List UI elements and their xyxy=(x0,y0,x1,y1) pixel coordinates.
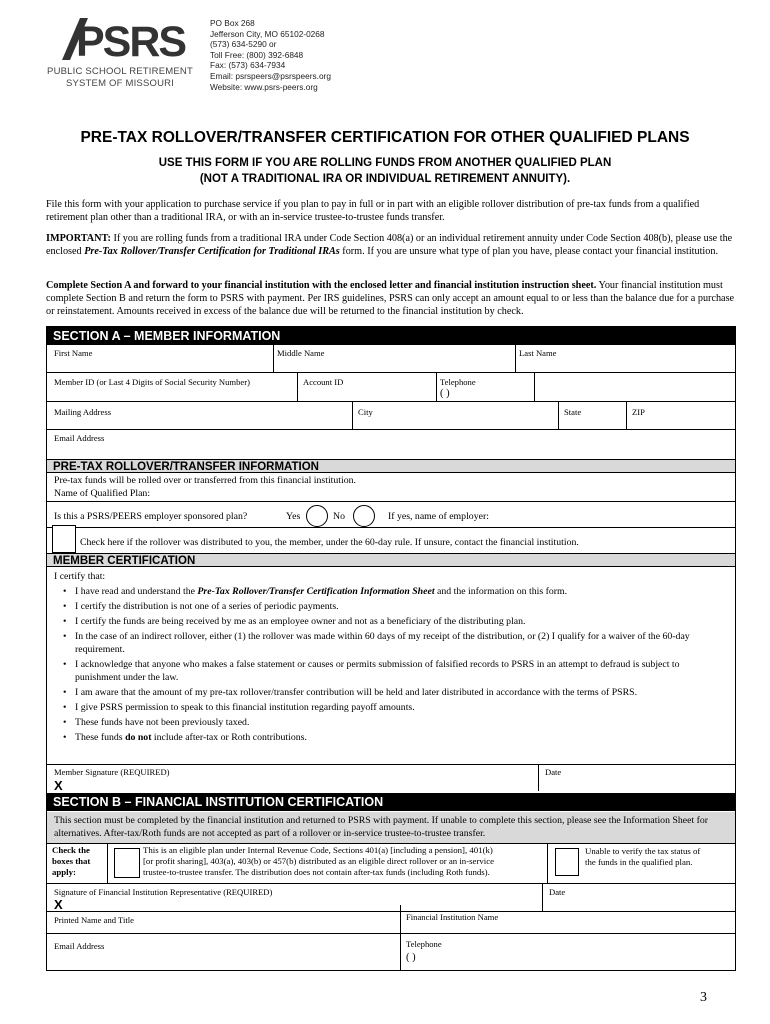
address-line: Toll Free: (800) 392-6848 xyxy=(210,49,304,60)
unable-to-verify-checkbox[interactable] xyxy=(555,848,579,876)
fi-telephone-label: Telephone xyxy=(406,939,442,949)
member-signature-field[interactable] xyxy=(47,765,538,791)
instructions-paragraph: Complete Section A and forward to your financial institution with the enclosed letter and financial institution instruction sheet. Your financial institution must complete Section B and return the form to PSRS with payment. Per IRS guidelines, PSRS can only accept an amount equal to or less than the balance due for a purchase or reinstatement. Amounts received in excess of the balance due will be returned to the financial institution by check. xyxy=(46,280,735,318)
address-line: Jefferson City, MO 65102-0268 xyxy=(210,28,325,39)
telephone-paren: ( ) xyxy=(440,388,450,399)
logo-subtitle-line-2: SYSTEM OF MISSOURI xyxy=(65,78,175,89)
zip-field[interactable] xyxy=(627,402,735,429)
institution-name-label: Financial Institution Name xyxy=(406,912,499,922)
section-a-heading: SECTION A – MEMBER INFORMATION xyxy=(47,327,735,345)
middle-name-field[interactable] xyxy=(274,345,515,372)
first-name-field[interactable] xyxy=(47,345,273,372)
telephone-label: Telephone xyxy=(440,377,476,387)
no-label: No xyxy=(333,511,345,522)
no-radio[interactable] xyxy=(353,505,375,527)
state-field[interactable] xyxy=(559,402,626,429)
yes-radio[interactable] xyxy=(306,505,328,527)
important-paragraph: IMPORTANT: If you are rolling funds from a traditional IRA under Code Section 408(a) or an individual retirement annuity under Code Section 408(b), please use the enclosed Pre-Tax Rollover/Transfer Certification for Traditional IRAs form. If you are unsure what type of plan you have, please contact your financial institution. xyxy=(46,233,733,258)
member-date-label: Date xyxy=(545,767,562,777)
fi-telephone-paren: ( ) xyxy=(406,952,416,963)
list-item: • I acknowledge that anyone who makes a false statement or causes or permits submission of falsified records to PSRS in an attempt to defraud is subject to punishment under the law. xyxy=(75,658,723,684)
form-subtitle-line-1: USE THIS FORM IF YOU ARE ROLLING FUNDS FROM ANOTHER QUALIFIED PLAN xyxy=(158,157,612,169)
mailing-address-label: Mailing Address xyxy=(54,407,112,417)
email-label: Email Address xyxy=(54,433,105,443)
fi-email-field[interactable] xyxy=(47,934,400,970)
member-signature-x: X xyxy=(54,778,63,793)
certification-list xyxy=(61,585,727,744)
section-b-intro: This section must be completed by the financial institution and returned to PSRS with payment. If unable to complete this section, please see the Information Sheet for alternatives. After-tax/Roth funds are not accepted as part of a rollover or in-service trustee-to-trustee transfer. xyxy=(54,815,709,839)
list-item: • These funds have not been previously taxed. xyxy=(75,716,735,729)
logo-subtitle-line-1: PUBLIC SCHOOL RETIREMENT xyxy=(47,66,193,77)
city-label: City xyxy=(358,407,373,417)
intro-paragraph: File this form with your application to purchase service if you plan to pay in full or in part with an eligible rollover distribution of pre-tax funds from a qualified retirement plan other than a traditional IRA, or with an in-service trustee-to-trustee funds transfer. xyxy=(46,199,700,224)
member-id-field[interactable] xyxy=(47,373,297,401)
address-line: (573) 634-5290 or xyxy=(210,39,277,50)
unable-to-verify-text: Unable to verify the tax status of the funds in the qualified plan. xyxy=(585,846,701,868)
logo-text: PSRS xyxy=(76,18,186,60)
contact-address-block xyxy=(210,18,331,92)
city-field[interactable] xyxy=(353,402,558,429)
last-name-field[interactable] xyxy=(516,345,735,372)
email-field[interactable] xyxy=(47,430,735,459)
printed-name-label: Printed Name and Title xyxy=(54,915,134,925)
employer-plan-question: Is this a PSRS/PEERS employer sponsored plan? xyxy=(54,511,248,522)
list-item: • I give PSRS permission to speak to this financial institution regarding payoff amounts. xyxy=(75,701,735,714)
account-id-field[interactable] xyxy=(298,373,436,401)
address-line: Website: www.psrs-peers.org xyxy=(210,81,318,92)
fi-signature-label: Signature of Financial Institution Representative (REQUIRED) xyxy=(54,887,273,897)
section-b-heading: SECTION B – FINANCIAL INSTITUTION CERTIFICATION xyxy=(47,793,735,811)
qualified-plan-label: Name of Qualified Plan: xyxy=(54,488,151,499)
member-id-label: Member ID (or Last 4 Digits of Social Security Number) xyxy=(54,377,250,387)
fi-date-label: Date xyxy=(549,887,566,897)
list-item: • I am aware that the amount of my pre-tax rollover/transfer contribution will be held and later distributed in accordance with the terms of PSRS. xyxy=(75,686,723,699)
certification-form xyxy=(46,326,736,971)
fi-email-label: Email Address xyxy=(54,941,105,951)
member-signature-label: Member Signature (REQUIRED) xyxy=(54,767,170,777)
printed-name-field[interactable] xyxy=(47,905,400,933)
fi-telephone-field[interactable] xyxy=(401,934,735,970)
address-line: Fax: (573) 634-7934 xyxy=(210,60,286,71)
telephone-field[interactable] xyxy=(437,373,735,401)
rollover-line-1: Pre-tax funds will be rolled over or transferred from this financial institution. xyxy=(54,475,356,486)
check-boxes-label: Check the boxes that apply: xyxy=(52,845,91,877)
page-number: 3 xyxy=(700,990,707,1005)
account-id-label: Account ID xyxy=(303,377,344,387)
address-line: Email: psrspeers@psrspeers.org xyxy=(210,70,331,81)
member-certification-heading: MEMBER CERTIFICATION xyxy=(47,553,735,567)
eligible-plan-text: This is an eligible plan under Internal Revenue Code, Sections 401(a) [including a pension], 401(k) [or profit sharing], 403(a), 403(b) or 457(b) distributed as an eligible direct rollover or an in-service trustee-to-trustee transfer. The distribution does not contain after-tax funds (including Roth funds). xyxy=(143,845,495,878)
employer-name-label: If yes, name of employer: xyxy=(388,511,489,522)
psrs-logo xyxy=(62,18,196,60)
sixty-day-rule-checkbox[interactable] xyxy=(52,525,76,553)
eligible-plan-checkbox[interactable] xyxy=(114,848,140,878)
middle-name-label: Middle Name xyxy=(277,348,325,358)
list-item: • These funds do not include after-tax or Roth contributions. xyxy=(75,731,735,744)
rollover-info-heading: PRE-TAX ROLLOVER/TRANSFER INFORMATION xyxy=(47,459,735,473)
first-name-label: First Name xyxy=(54,348,93,358)
sixty-day-rule-text: Check here if the rollover was distributed to you, the member, under the 60-day rule. If unsure, contact the financial institution. xyxy=(80,537,579,548)
zip-label: ZIP xyxy=(632,407,645,417)
form-subtitle-line-2: (NOT A TRADITIONAL IRA OR INDIVIDUAL RETIREMENT ANNUITY). xyxy=(199,173,571,185)
list-item: • In the case of an indirect rollover, either (1) the rollover was made within 60 days of my receipt of the distribution, or (2) I qualify for a waiver of the 60-day requirement. xyxy=(75,630,723,656)
list-item: • I certify the funds are being received by me as an employee owner and not as a beneficiary of the distributing plan. xyxy=(75,615,735,628)
list-item: • I have read and understand the Pre-Tax Rollover/Transfer Certification Information Sheet and the information on this form. xyxy=(75,585,735,598)
certify-intro: I certify that: xyxy=(54,571,106,582)
member-date-field[interactable] xyxy=(539,765,735,791)
institution-name-field[interactable] xyxy=(401,905,735,933)
fi-signature-x: X xyxy=(54,897,63,912)
yes-label: Yes xyxy=(286,511,301,522)
mailing-address-field[interactable] xyxy=(47,402,352,429)
form-title: PRE-TAX ROLLOVER/TRANSFER CERTIFICATION FOR OTHER QUALIFIED PLANS xyxy=(80,129,690,146)
last-name-label: Last Name xyxy=(519,348,557,358)
list-item: • I certify the distribution is not one of a series of periodic payments. xyxy=(75,600,735,613)
address-line: PO Box 268 xyxy=(210,18,255,28)
state-label: State xyxy=(564,407,582,417)
